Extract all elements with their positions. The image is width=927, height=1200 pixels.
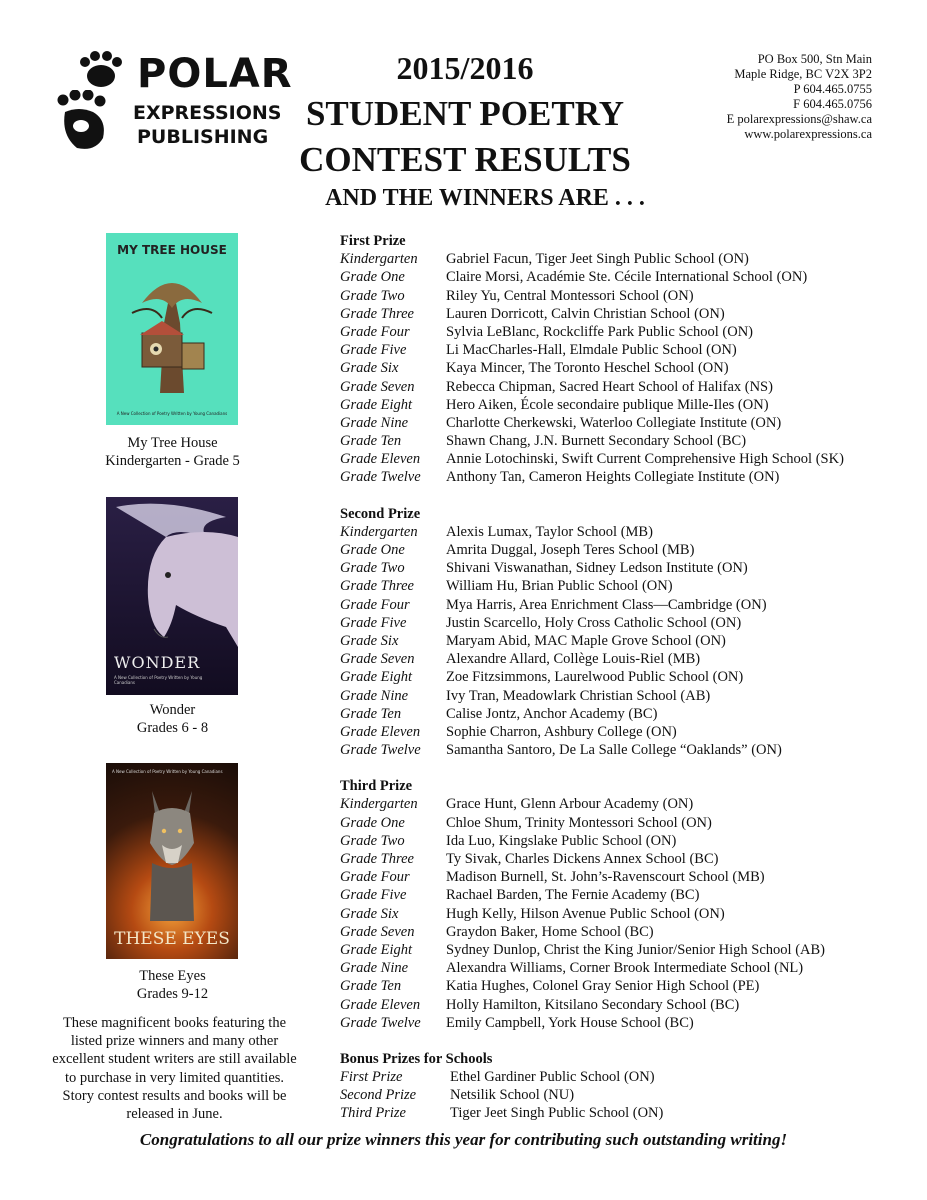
book-name: Wonder: [149, 702, 196, 718]
winner-row: [340, 668, 900, 686]
cover-title: MY TREE HOUSE: [117, 243, 227, 257]
page-title-line1: STUDENT POETRY: [305, 94, 625, 133]
grade-label: Grade Three: [340, 851, 414, 867]
winner-row: [340, 723, 900, 741]
grade-label: Grade Nine: [340, 414, 409, 431]
contact-website[interactable]: www.polarexpressions.ca: [744, 127, 872, 141]
winner-row: [340, 359, 900, 377]
winner-name: Rebecca Chipman, Sacred Heart School of Halifax (NS): [446, 378, 773, 395]
grade-label: Grade Ten: [340, 433, 402, 450]
grade-label: Grade Ten: [340, 978, 402, 995]
winner-row: [340, 795, 900, 813]
winner-row: [340, 414, 900, 432]
grade-label: Grade Five: [340, 887, 407, 904]
book-grades: Grades 9-12: [136, 986, 209, 1002]
winner-row: [340, 832, 900, 850]
grade-label: Grade Twelve: [340, 469, 421, 486]
winner-name: Shawn Chang, J.N. Burnett Secondary School (BC): [446, 433, 747, 450]
grade-label: Grade Three: [340, 305, 414, 322]
winner-name: Chloe Shum, Trinity Montessori School (ON): [446, 814, 712, 831]
bonus-row: [340, 1086, 900, 1104]
cover-subtitle: A New Collection of Poetry Written by Young Canadians: [114, 675, 203, 685]
winner-name: Hero Aiken, École secondaire publique Mille-Iles (ON): [446, 396, 769, 413]
logo-text-polar: POLAR: [137, 51, 293, 97]
winner-name: Emily Campbell, York House School (BC): [446, 1014, 694, 1031]
bear-paw-icon: [55, 90, 110, 152]
winner-name: Ivy Tran, Meadowlark Christian School (AB): [446, 687, 711, 704]
winner-row: [340, 977, 900, 995]
bonus-row: [340, 1068, 900, 1086]
winner-name: Gabriel Facun, Tiger Jeet Singh Public School (ON): [446, 251, 749, 268]
winner-row: [340, 559, 900, 577]
winner-name: Maryam Abid, MAC Maple Grove School (ON): [446, 632, 726, 649]
winner-row: [340, 996, 900, 1014]
book-caption-3: [40, 967, 305, 1003]
page-subtitle: AND THE WINNERS ARE . . .: [325, 185, 645, 211]
winner-name: Riley Yu, Central Montessori School (ON): [446, 287, 694, 304]
winner-name: Netsilik School (NU): [450, 1087, 575, 1104]
winner-row: [340, 396, 900, 414]
winner-name: Ida Luo, Kingslake Public School (ON): [446, 832, 677, 849]
grade-label: Grade One: [340, 814, 405, 831]
grade-label: Grade Seven: [340, 651, 415, 668]
grade-label: Grade Eleven: [340, 451, 421, 468]
winner-row: [340, 541, 900, 559]
winner-row: [340, 632, 900, 650]
grade-label: Grade Eight: [340, 941, 413, 958]
grade-label: Grade Ten: [340, 705, 402, 722]
winner-name: Ty Sivak, Charles Dickens Annex School (BC): [446, 851, 719, 867]
grade-label: Grade Three: [340, 578, 414, 595]
tree-house-illustration: [122, 263, 222, 403]
bonus-prize-label: Third Prize: [340, 1105, 406, 1122]
section-spacer: [340, 759, 900, 777]
prize-section-title: Second Prize: [340, 505, 421, 522]
grade-label: Grade Nine: [340, 960, 409, 977]
results-list: [340, 232, 900, 1141]
winner-name: Hugh Kelly, Hilson Avenue Public School (ON): [446, 905, 725, 922]
winner-row: [340, 614, 900, 632]
grade-label: Grade Eight: [340, 396, 413, 413]
grade-label: Grade Eleven: [340, 996, 421, 1013]
paw-print-icon: [75, 50, 127, 90]
winner-row: [340, 941, 900, 959]
winner-row: [340, 868, 900, 886]
winner-row: [340, 450, 900, 468]
grade-label: Grade Seven: [340, 923, 415, 940]
winner-name: Grace Hunt, Glenn Arbour Academy (ON): [446, 796, 694, 813]
contact-phone: P 604.465.0755: [793, 82, 872, 96]
section-spacer: [340, 1032, 900, 1050]
winner-row: [340, 650, 900, 668]
winner-row: [340, 814, 900, 832]
book-grades: Kindergarten - Grade 5: [105, 453, 240, 469]
contact-address: PO Box 500, Stn Main: [757, 52, 872, 66]
cover-title: WONDER: [114, 653, 201, 672]
winner-name: William Hu, Brian Public School (ON): [446, 578, 673, 595]
winner-name: Sydney Dunlop, Christ the King Junior/Senior High School (AB): [446, 941, 826, 958]
grade-label: Grade Five: [340, 342, 407, 359]
cover-subtitle: A New Collection of Poetry Written by Young Canadians: [116, 411, 228, 416]
winner-name: Ethel Gardiner Public School (ON): [450, 1069, 655, 1086]
grade-label: Grade Twelve: [340, 1014, 421, 1031]
grade-label: Grade Six: [340, 360, 399, 377]
promo-text: These magnificent books featuring the listed prize winners and many other excellent student writers are still available to purchase in very limited quantities. Story contest results and books will be released in June.: [52, 1015, 297, 1123]
grade-label: Kindergarten: [340, 523, 418, 540]
contact-city: Maple Ridge, BC V2X 3P2: [734, 67, 872, 81]
grade-label: Grade Four: [340, 596, 410, 613]
winner-row: [340, 959, 900, 977]
grade-label: Grade Six: [340, 632, 399, 649]
bonus-prize-label: Second Prize: [340, 1087, 417, 1104]
winner-row: [340, 687, 900, 705]
publisher-logo: [55, 50, 293, 155]
winner-row: [340, 1014, 900, 1032]
logo-text-expressions: EXPRESSIONS: [133, 102, 282, 124]
winner-name: Claire Morsi, Académie Ste. Cécile International School (ON): [446, 269, 808, 286]
winner-row: [340, 468, 900, 486]
winner-name: Madison Burnell, St. John’s-Ravenscourt School (MB): [446, 869, 765, 886]
winner-row: [340, 341, 900, 359]
page-title-year: 2015/2016: [396, 50, 534, 86]
book-name: These Eyes: [139, 968, 206, 984]
book-name: My Tree House: [127, 435, 218, 451]
winner-row: [340, 577, 900, 595]
winner-row: [340, 378, 900, 396]
cover-title: THESE EYES: [114, 929, 230, 949]
horse-illustration: [106, 497, 238, 647]
prize-section-title: First Prize: [340, 233, 406, 249]
contact-email[interactable]: E polarexpressions@shaw.ca: [726, 112, 872, 126]
winner-row: [340, 705, 900, 723]
winner-row: [340, 596, 900, 614]
grade-label: Grade Eleven: [340, 723, 421, 740]
winner-row: [340, 305, 900, 323]
winner-row: [340, 523, 900, 541]
contact-block: [727, 52, 872, 142]
winner-name: Annie Lotochinski, Swift Current Comprehensive High School (SK): [446, 451, 844, 468]
book-cover-my-tree-house[interactable]: [106, 233, 238, 425]
grade-label: Grade Two: [340, 560, 405, 577]
contact-fax: F 604.465.0756: [793, 97, 872, 111]
winner-name: Alexandra Williams, Corner Brook Intermediate School (NL): [446, 960, 804, 977]
grade-label: Grade Four: [340, 869, 410, 886]
winner-name: Zoe Fitzsimmons, Laurelwood Public School (ON): [446, 669, 744, 686]
grade-label: Kindergarten: [340, 796, 418, 813]
winner-row: [340, 287, 900, 305]
winner-name: Sylvia LeBlanc, Rockcliffe Park Public School (ON): [446, 323, 753, 340]
winner-name: Li MacCharles-Hall, Elmdale Public School (ON): [446, 342, 737, 359]
winner-name: Mya Harris, Area Enrichment Class—Cambridge (ON): [446, 596, 767, 613]
winner-name: Alexis Lumax, Taylor School (MB): [446, 523, 653, 540]
prize-section-title: Third Prize: [340, 778, 413, 795]
winner-name: Katia Hughes, Colonel Gray Senior High School (PE): [446, 978, 760, 995]
winner-row: [340, 886, 900, 904]
grade-label: Grade Seven: [340, 378, 415, 395]
winner-name: Amrita Duggal, Joseph Teres School (MB): [446, 542, 695, 558]
logo-text-publishing: PUBLISHING: [137, 126, 269, 148]
winner-row: [340, 268, 900, 286]
section-spacer: [340, 487, 900, 505]
winner-row: [340, 432, 900, 450]
winner-name: Anthony Tan, Cameron Heights Collegiate Institute (ON): [446, 469, 780, 486]
book-caption-1: [40, 434, 305, 470]
grade-label: Grade One: [340, 269, 405, 286]
bonus-prize-label: First Prize: [340, 1069, 403, 1086]
winner-name: Alexandre Allard, Collège Louis-Riel (MB): [446, 651, 701, 668]
winner-name: Rachael Barden, The Fernie Academy (BC): [446, 887, 700, 904]
book-caption-2: [40, 701, 305, 737]
winner-row: [340, 923, 900, 941]
winner-row: [340, 323, 900, 341]
grade-label: Grade Eight: [340, 669, 413, 686]
congratulations-footer: Congratulations to all our prize winners this year for contributing such outstanding writing!: [139, 1130, 788, 1149]
grade-label: Grade Nine: [340, 687, 409, 704]
grade-label: Grade Two: [340, 287, 405, 304]
winner-name: Charlotte Cherkewski, Waterloo Collegiate Institute (ON): [446, 414, 782, 431]
bonus-row: [340, 1104, 900, 1122]
winner-row: [340, 850, 900, 868]
book-grades: Grades 6 - 8: [136, 720, 209, 736]
book-cover-these-eyes[interactable]: [106, 763, 238, 959]
winner-row: [340, 905, 900, 923]
winner-name: Lauren Dorricott, Calvin Christian School (ON): [446, 305, 725, 322]
winner-name: Tiger Jeet Singh Public School (ON): [450, 1105, 664, 1122]
wolf-illustration: [132, 783, 212, 923]
winner-name: Calise Jontz, Anchor Academy (BC): [446, 705, 658, 722]
grade-label: Kindergarten: [340, 251, 418, 268]
winner-name: Sophie Charron, Ashbury College (ON): [446, 723, 677, 740]
winner-name: Shivani Viswanathan, Sidney Ledson Institute (ON): [446, 560, 748, 577]
page-title-line2: CONTEST RESULTS: [299, 140, 631, 179]
winner-row: [340, 250, 900, 268]
winner-name: Samantha Santoro, De La Salle College “Oaklands” (ON): [446, 742, 782, 759]
grade-label: Grade Two: [340, 832, 405, 849]
cover-subtitle: A New Collection of Poetry Written by Young Canadians: [112, 769, 223, 774]
grade-label: Grade Five: [340, 614, 407, 631]
winner-row: [340, 741, 900, 759]
winner-name: Kaya Mincer, The Toronto Heschel School (ON): [446, 360, 729, 377]
book-cover-wonder[interactable]: [106, 497, 238, 695]
grade-label: Grade One: [340, 542, 405, 558]
winner-name: Graydon Baker, Home School (BC): [446, 923, 654, 940]
winner-name: Justin Scarcello, Holy Cross Catholic School (ON): [446, 614, 742, 631]
winner-name: Holly Hamilton, Kitsilano Secondary School (BC): [446, 996, 740, 1013]
grade-label: Grade Four: [340, 323, 410, 340]
grade-label: Grade Twelve: [340, 742, 421, 759]
bonus-section-title: Bonus Prizes for Schools: [340, 1050, 493, 1067]
grade-label: Grade Six: [340, 905, 399, 922]
